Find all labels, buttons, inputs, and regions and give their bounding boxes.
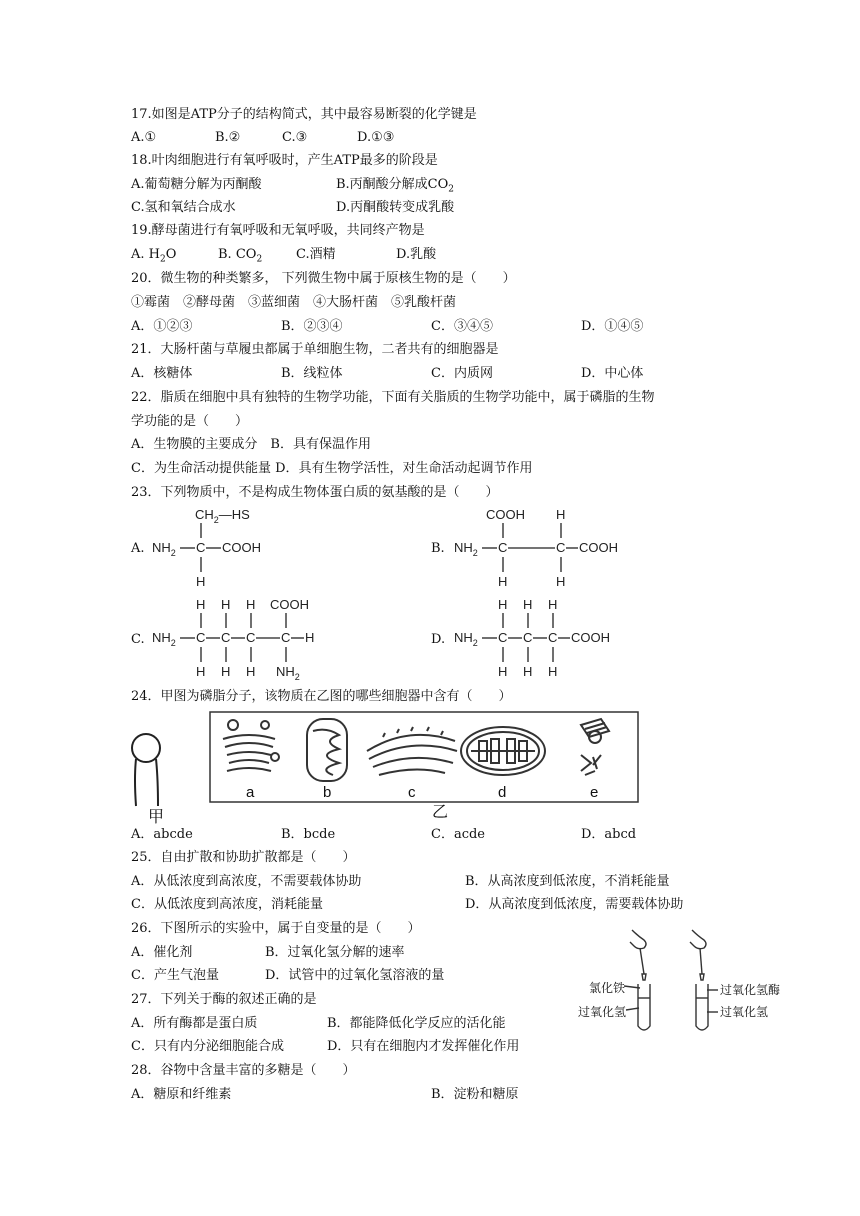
q26-option-a: A．催化剂	[131, 945, 193, 960]
svg-text:H: H	[498, 664, 508, 679]
q23-structure-c	[150, 592, 330, 682]
svg-text:NH2: $NH_2$	[152, 630, 176, 648]
q21-option-a: A．核糖体	[131, 366, 193, 381]
q25-option-a: A．从低浓度到高浓度，不需要载体协助	[131, 874, 362, 889]
q21-stem: 21．大肠杆菌与草履虫都属于单细胞生物，二者共有的细胞器是	[131, 342, 499, 357]
q19-option-c: C.酒精	[296, 247, 336, 262]
svg-text:H: H	[498, 597, 508, 612]
svg-text:H: H	[196, 597, 206, 612]
q26-option-d: D．试管中的过氧化氢溶液的量	[265, 968, 445, 983]
svg-text:NH2: $NH_2$	[454, 540, 478, 558]
test-tube-left-icon	[638, 984, 650, 1030]
svg-text:H: H	[246, 664, 256, 679]
q22-options-ab: A．生物膜的主要成分 B．具有保温作用	[131, 437, 371, 452]
organelle-label-e: e	[590, 784, 599, 801]
q17-stem: 17.如图是ATP分子的结构简式，其中最容易断裂的化学键是	[131, 107, 477, 122]
q24-option-d: D．abcd	[581, 827, 637, 842]
q21-option-d: D．中心体	[581, 366, 644, 381]
q24-phospholipid-figure	[128, 730, 188, 824]
q25-stem: 25．自由扩散和协助扩散都是（ ）	[131, 850, 356, 865]
svg-text:C: C	[548, 630, 558, 645]
svg-text:H: H	[548, 597, 558, 612]
q25-option-b: B．从高浓度到低浓度，不消耗能量	[465, 874, 670, 889]
q20-option-c: C．③④⑤	[431, 319, 493, 334]
svg-text:C: C	[498, 540, 508, 555]
q24-stem: 24．甲图为磷脂分子，该物质在乙图的哪些细胞器中含有（ ）	[131, 689, 512, 704]
organelle-label-a: a	[246, 784, 255, 801]
svg-text:H: H	[305, 630, 315, 645]
svg-text:C: C	[221, 630, 231, 645]
svg-text:H: H	[196, 664, 206, 679]
svg-text:过氧化氢: 过氧化氢	[720, 1005, 769, 1019]
q22-stem-line2: 学功能的是（ ）	[131, 414, 249, 429]
svg-text:H: H	[548, 664, 558, 679]
q19-option-a: A. $H_2O$	[131, 247, 177, 265]
q23-option-a-label: A.	[131, 541, 145, 556]
svg-text:C: C	[523, 630, 533, 645]
svg-text:过氧化氢酶: 过氧化氢酶	[720, 983, 781, 997]
q27-option-a: A．所有酶都是蛋白质	[131, 1016, 258, 1031]
q21-option-c: C．内质网	[431, 366, 493, 381]
svg-text:C: C	[196, 630, 206, 645]
q23-stem: 23．下列物质中，不是构成生物体蛋白质的氨基酸的是（ ）	[131, 485, 499, 500]
q19-option-d: D.乳酸	[396, 247, 437, 262]
svg-text:H: H	[221, 664, 231, 679]
svg-text:CH2—HS: $CH_2—HS$	[195, 507, 250, 525]
q24-figure-caption: 乙	[432, 802, 449, 821]
svg-text:C: C	[196, 540, 206, 555]
q20-option-a: A．①②③	[131, 319, 193, 334]
q18-option-b: B.丙酮酸分解成$CO_2$	[336, 177, 455, 195]
q28-stem: 28．谷物中含量丰富的多糖是（ ）	[131, 1063, 356, 1078]
q17-option-c: C.③	[282, 130, 308, 145]
svg-text:COOH: COOH	[571, 630, 610, 645]
svg-text:COOH: COOH	[486, 507, 525, 522]
svg-text:H: H	[523, 664, 533, 679]
q24-option-a: A．abcde	[131, 827, 193, 842]
q20-list: ①霉菌 ②酵母菌 ③蓝细菌 ④大肠杆菌 ⑤乳酸杆菌	[131, 295, 457, 310]
q23-option-c-label: C.	[131, 632, 145, 647]
q18-option-c: C.氢和氧结合成水	[131, 200, 236, 215]
svg-text:NH2: $NH_2$	[276, 664, 300, 682]
q28-option-a: A．糖原和纤维素	[131, 1087, 232, 1102]
svg-text:H: H	[498, 574, 508, 589]
svg-text:COOH: COOH	[222, 540, 261, 555]
svg-text:COOH: COOH	[579, 540, 618, 555]
svg-text:NH2: $NH_2$	[454, 630, 478, 648]
q23-structure-d	[452, 592, 632, 682]
svg-text:C: C	[498, 630, 508, 645]
organelle-label-d: d	[498, 784, 507, 801]
svg-text:H: H	[556, 574, 566, 589]
q23-structure-a	[150, 502, 280, 592]
q27-stem: 27．下列关于酶的叙述正确的是	[131, 992, 317, 1007]
q26-option-b: B．过氧化氢分解的速率	[265, 945, 405, 960]
test-tube-right-icon	[696, 984, 708, 1030]
q24-organelle-figure	[209, 711, 639, 806]
q17-option-d: D.①③	[357, 130, 395, 145]
q20-stem: 20．微生物的种类繁多， 下列微生物中属于原核生物的是（ ）	[131, 271, 516, 286]
q19-stem: 19.酵母菌进行有氧呼吸和无氧呼吸，共同终产物是	[131, 223, 425, 238]
q20-option-d: D．①④⑤	[581, 319, 644, 334]
q26-option-c: C．产生气泡量	[131, 968, 219, 983]
q25-option-c: C．从低浓度到高浓度，消耗能量	[131, 897, 323, 912]
q24-option-c: C．acde	[431, 827, 485, 842]
q22-stem-line1: 22．脂质在细胞中具有独特的生物学功能，下面有关脂质的生物学功能中，属于磷脂的生物	[131, 390, 655, 405]
svg-text:COOH: COOH	[270, 597, 309, 612]
svg-text:C: C	[556, 540, 566, 555]
q20-option-b: B．②③④	[281, 319, 343, 334]
svg-text:C: C	[246, 630, 256, 645]
q17-option-b: B.②	[215, 130, 241, 145]
svg-text:C: C	[281, 630, 291, 645]
q27-option-d: D．只有在细胞内才发挥催化作用	[327, 1039, 520, 1054]
q23-option-b-label: B.	[431, 541, 445, 556]
q19-option-b: B. $CO_2$	[218, 247, 263, 265]
q22-options-cd: C．为生命活动提供能量 D．具有生物学活性，对生命活动起调节作用	[131, 461, 533, 476]
svg-text:H: H	[246, 597, 256, 612]
q23-structure-b	[452, 502, 632, 592]
q18-stem: 18.叶肉细胞进行有氧呼吸时，产生ATP最多的阶段是	[131, 153, 438, 168]
q27-option-c: C．只有内分泌细胞能合成	[131, 1039, 284, 1054]
q21-option-b: B．线粒体	[281, 366, 343, 381]
organelle-label-c: c	[408, 784, 416, 801]
hand-icon	[630, 930, 646, 949]
q26-experiment-figure	[576, 926, 792, 1038]
q17-option-a: A.①	[131, 130, 157, 145]
svg-text:H: H	[523, 597, 533, 612]
q24-option-b: B．bcde	[281, 827, 336, 842]
svg-text:甲: 甲	[148, 809, 165, 824]
svg-text:H: H	[556, 507, 566, 522]
q25-option-d: D．从高浓度到低浓度，需要载体协助	[465, 897, 684, 912]
svg-text:NH2: $NH_2$	[152, 540, 176, 558]
q27-option-b: B．都能降低化学反应的活化能	[327, 1016, 506, 1031]
q18-option-a: A.葡萄糖分解为丙酮酸	[131, 177, 262, 192]
svg-text:氯化铁: 氯化铁	[589, 981, 626, 995]
q23-option-d-label: D.	[431, 632, 446, 647]
hand-icon	[690, 930, 706, 949]
svg-text:H: H	[196, 574, 206, 589]
q28-option-b: B．淀粉和糖原	[431, 1087, 519, 1102]
q18-option-d: D.丙酮酸转变成乳酸	[336, 200, 455, 215]
q26-stem: 26．下图所示的实验中，属于自变量的是（ ）	[131, 921, 421, 936]
organelle-label-b: b	[323, 784, 332, 801]
svg-text:过氧化氢: 过氧化氢	[578, 1005, 627, 1019]
svg-text:H: H	[221, 597, 231, 612]
